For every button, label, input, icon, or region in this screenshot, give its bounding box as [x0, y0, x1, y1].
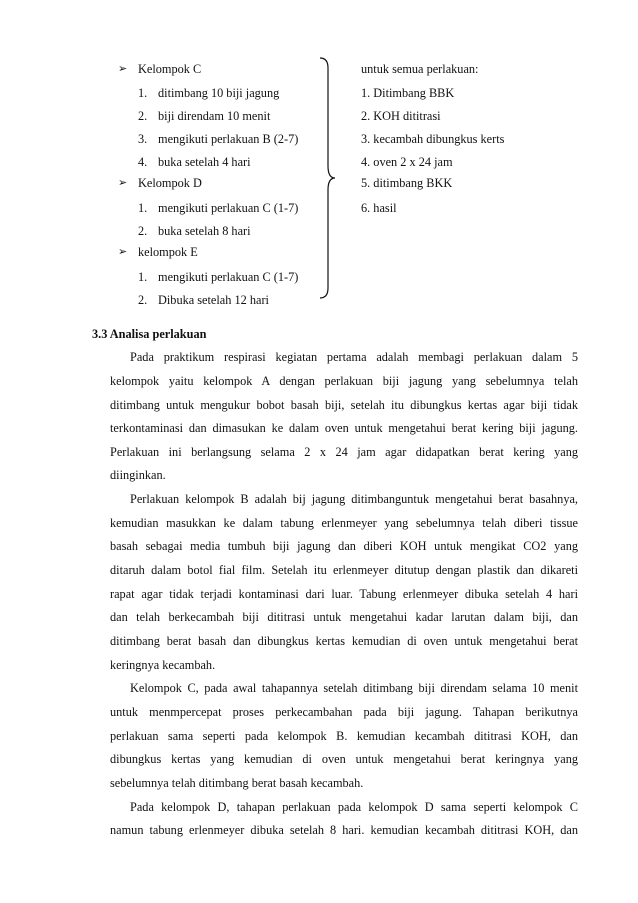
paragraph-line: Perlakuan ini berlangsung selama 2 x 24 jam agar didapatkan berat kering yang: [110, 445, 578, 459]
list-item: mengikuti perlakuan C (1-7): [158, 270, 299, 284]
item-number: 2.: [138, 293, 148, 307]
item-number: 4.: [138, 155, 148, 169]
item-number: 1.: [138, 201, 148, 215]
item-number: 2.: [138, 109, 148, 123]
item-number: 2.: [138, 224, 148, 238]
group-title: Kelompok C: [138, 62, 202, 76]
list-item: mengikuti perlakuan C (1-7): [158, 201, 299, 215]
list-item: mengikuti perlakuan B (2-7): [158, 132, 299, 146]
bullet-arrow-icon: ➢: [118, 177, 128, 189]
list-item: Dibuka setelah 12 hari: [158, 293, 269, 307]
paragraph-line: Perlakuan kelompok B adalah bij jagung ditimbanguntuk mengetahui berat basahnya,: [130, 492, 578, 506]
paragraph-line: ditaruh dalam botol fial film. Setelah itu erlenmeyer ditutup dengan plastik dan dikareti: [110, 563, 578, 577]
paragraph-line: diinginkan.: [110, 468, 166, 482]
bullet-arrow-icon: ➢: [118, 246, 128, 258]
paragraph-line: rapat agar tidak terjadi kontaminasi dari luar. Tabung erlenmeyer dibuka setelah 4 hari: [110, 587, 578, 601]
list-item: buka setelah 8 hari: [158, 224, 251, 238]
paragraph-line: Pada kelompok D, tahapan perlakuan pada kelompok D sama seperti kelompok C: [130, 800, 578, 814]
bullet-arrow-icon: ➢: [118, 63, 128, 75]
paragraph-line: Kelompok C, pada awal tahapannya setelah ditimbang biji direndam selama 10 menit: [130, 681, 578, 695]
paragraph-line: dan telah berkecambah biji dititrasi untuk mengetahui kadar larutan dalam biji, dan: [110, 610, 578, 624]
section-title: 3.3 Analisa perlakuan: [92, 327, 207, 341]
paragraph-line: untuk menmpercepat proses perkecambahan pada biji jagung. Tahapan berikutnya: [110, 705, 578, 719]
paragraph-line: ditimbang berat basah dan dibungkus kertas kemudian di oven untuk mengetahui berat: [110, 634, 578, 648]
paragraph-line: dibungkus kertas yang kemudian di oven untuk mengetahui berat keringnya yang: [110, 752, 578, 766]
right-item: 2. KOH dititrasi: [361, 109, 441, 123]
right-item: 1. Ditimbang BBK: [361, 86, 455, 100]
paragraph-line: keringnya kecambah.: [110, 658, 216, 672]
item-number: 3.: [138, 132, 148, 146]
item-number: 1.: [138, 270, 148, 284]
paragraph-line: kelompok yaitu kelompok A dengan perlakuan biji jagung yang sebelumnya telah: [110, 374, 578, 388]
paragraph-line: basah sebagai media tumbuh biji jagung dan diberi KOH untuk mengikat CO2 yang: [110, 539, 578, 553]
curly-brace-icon: [318, 56, 342, 300]
right-item: 5. ditimbang BKK: [361, 176, 453, 190]
paragraph-line: perlakuan sama seperti pada kelompok B. kemudian kecambah dititrasi KOH, dan: [110, 729, 578, 743]
right-item: 3. kecambah dibungkus kerts: [361, 132, 505, 146]
group-title: Kelompok D: [138, 176, 202, 190]
paragraph-line: namun tabung erlenmeyer dibuka setelah 8 hari. kemudian kecambah dititrasi KOH, dan: [110, 823, 578, 837]
paragraph-line: kemudian masukkan ke dalam tabung erlenmeyer yang sebelumnya telah diberi tissue: [110, 516, 578, 530]
list-item: ditimbang 10 biji jagung: [158, 86, 280, 100]
paragraph-line: terkontaminasi dan dimasukan ke dalam oven untuk mengetahui berat kering biji jagung.: [110, 421, 578, 435]
paragraph-line: sebelumnya telah ditimbang berat basah kecambah.: [110, 776, 364, 790]
right-item: 4. oven 2 x 24 jam: [361, 155, 453, 169]
list-item: biji direndam 10 menit: [158, 109, 271, 123]
list-item: buka setelah 4 hari: [158, 155, 251, 169]
paragraph-line: Pada praktikum respirasi kegiatan pertama adalah membagi perlakuan dalam 5: [130, 350, 578, 364]
item-number: 1.: [138, 86, 148, 100]
right-item: 6. hasil: [361, 201, 397, 215]
group-title: kelompok E: [138, 245, 198, 259]
right-heading: untuk semua perlakuan:: [361, 62, 479, 76]
paragraph-line: ditimbang untuk mengukur bobot basah biji, setelah itu dibungkus kertas agar biji tidak: [110, 398, 578, 412]
